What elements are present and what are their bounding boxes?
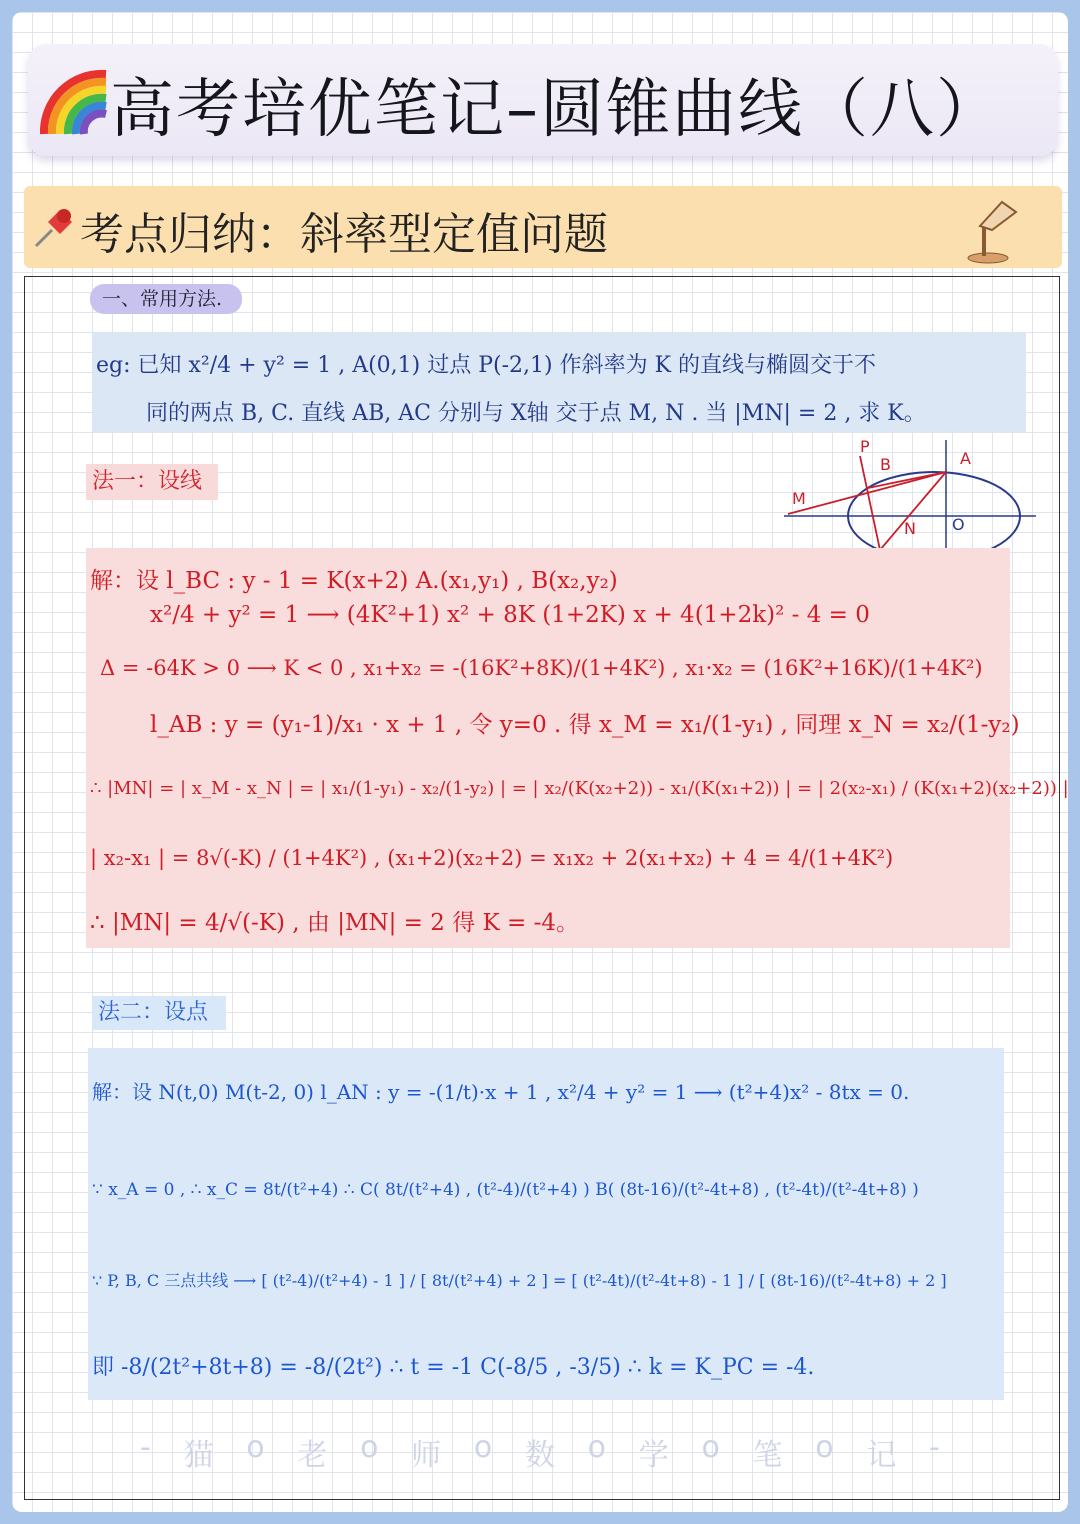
method2-line-2: ∵ x_A = 0 , ∴ x_C = 8t/(t²+4) ∴ C( 8t/(t²+4) , (t²-4)/(t²+4) ) B( (8t-16)/(t²-4t+8) , (t²-4t)/(t²-4t+8) ) xyxy=(92,1180,919,1200)
section-title: 考点归纳：斜率型定值问题 xyxy=(80,209,608,260)
method2-label: 法二：设点 xyxy=(92,996,226,1030)
desk-lamp-icon xyxy=(962,196,1022,266)
method1-line-4: l_AB : y = (y₁-1)/x₁ · x + 1 , 令 y=0 . 得 x_M = x₁/(1-y₁) , 同理 x_N = x₂/(1-y₂) xyxy=(150,712,1020,738)
method2-line-3: ∵ P, B, C 三点共线 ⟶ [ (t²-4)/(t²+4) - 1 ] / [ 8t/(t²+4) + 2 ] = [ (t²-4t)/(t²-4t+8) - 1 ] / [ (8t-16)/(t²-4t+8) + 2 ] xyxy=(92,1271,947,1290)
rainbow-icon xyxy=(38,66,110,138)
watermark: - 猫 o 老 o 师 o 数 o 学 o 笔 o 记 - xyxy=(140,1430,940,1473)
method2-line-1: 解：设 N(t,0) M(t-2, 0) l_AN : y = -(1/t)·x + 1 , x²/4 + y² = 1 ⟶ (t²+4)x² - 8tx = 0. xyxy=(92,1080,910,1104)
example-line-2: 同的两点 B, C. 直线 AB, AC 分别与 X轴 交于点 M, N . 当 |MN| = 2 , 求 K。 xyxy=(146,401,926,426)
diagram-label-b: B xyxy=(880,455,891,474)
diagram-label-m: M xyxy=(792,489,806,508)
example-line-1: eg: 已知 x²/4 + y² = 1 , A(0,1) 过点 P(-2,1) 作斜率为 K 的直线与椭圆交于不 xyxy=(96,353,877,378)
diagram-label-n: N xyxy=(904,519,916,538)
page-title: 高考培优笔记–圆锥曲线（八） xyxy=(110,73,1002,147)
method1-line-1: 解：设 l_BC : y - 1 = K(x+2) A.(x₁,y₁) , B(x₂,y₂) xyxy=(90,568,618,594)
method1-line-7: ∴ |MN| = 4/√(-K) , 由 |MN| = 2 得 K = -4。 xyxy=(90,910,579,936)
method1-line-5: ∴ |MN| = | x_M - x_N | = | x₁/(1-y₁) - x₂/(1-y₂) | = | x₂/(K(x₂+2)) - x₁/(K(x₁+2)) | = | 2(x₂-x₁) / (K(x₁+2)(x₂+2)) | xyxy=(90,778,1069,799)
method1-label: 法一：设线 xyxy=(86,464,218,500)
diagram-label-a: A xyxy=(960,449,971,468)
method1-line-6: | x₂-x₁ | = 8√(-K) / (1+4K²) , (x₁+2)(x₂+2) = x₁x₂ + 2(x₁+x₂) + 4 = 4/(1+4K²) xyxy=(90,846,894,870)
pushpin-icon xyxy=(32,204,78,250)
method1-line-3: Δ = -64K > 0 ⟶ K < 0 , x₁+x₂ = -(16K²+8K)/(1+4K²) , x₁·x₂ = (16K²+16K)/(1+4K²) xyxy=(100,656,983,680)
method-heading: 一、常用方法. xyxy=(90,284,242,314)
diagram-label-o: O xyxy=(952,515,965,534)
diagram-label-p: P xyxy=(860,437,870,456)
method2-line-4: 即 -8/(2t²+8t+8) = -8/(2t²) ∴ t = -1 C(-8/5 , -3/5) ∴ k = K_PC = -4. xyxy=(92,1355,815,1380)
method1-line-2: x²/4 + y² = 1 ⟶ (4K²+1) x² + 8K (1+2K) x + 4(1+2k)² - 4 = 0 xyxy=(150,602,870,628)
